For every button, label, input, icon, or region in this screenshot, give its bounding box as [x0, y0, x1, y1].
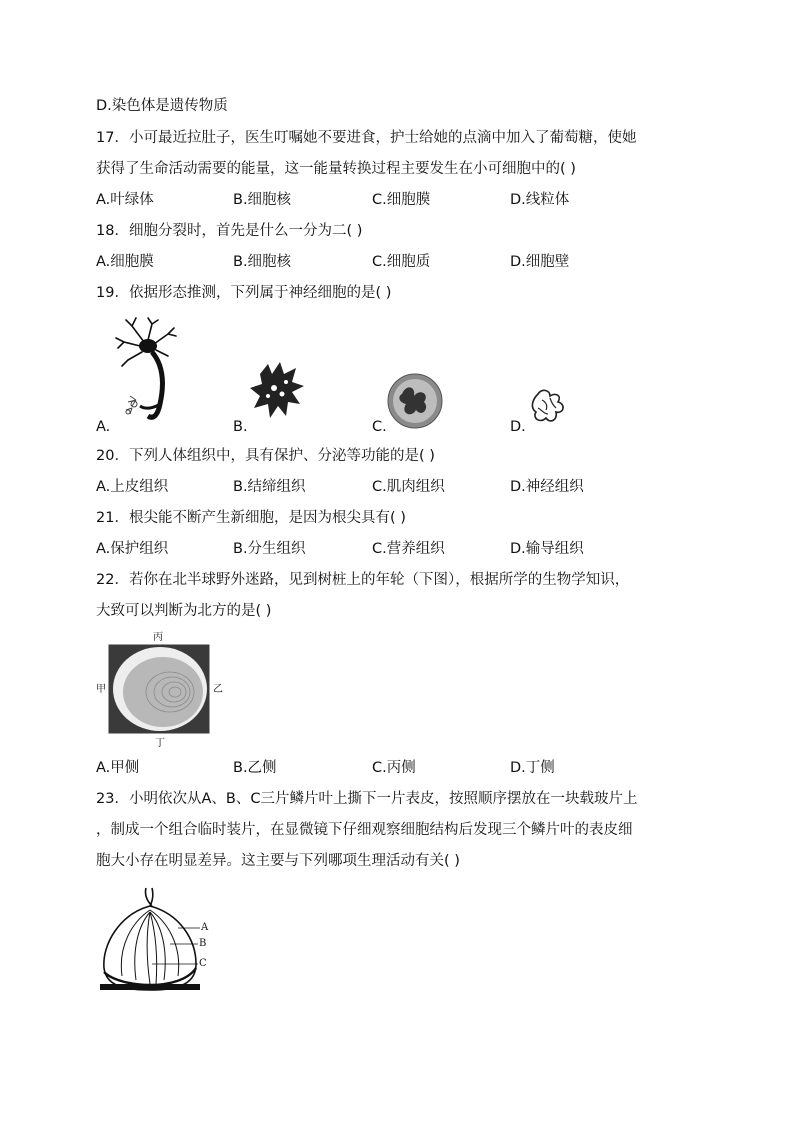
q21-option-b: B.分生组织 — [233, 541, 306, 557]
tree-label-bottom-side: 丁 — [155, 738, 165, 749]
white-blood-cell-image — [386, 372, 444, 430]
q19-option-a: A. — [96, 419, 111, 435]
q22-option-a: A.甲侧 — [96, 760, 140, 776]
q19-stem: 19．依据形态推测，下列属于神经细胞的是( ) — [96, 285, 392, 301]
q20-option-a: A.上皮组织 — [96, 479, 169, 495]
onion-label-c: C — [199, 958, 207, 969]
q19-option-d: D. — [510, 419, 526, 435]
q20-option-c: C.肌肉组织 — [372, 479, 445, 495]
q22-stem-line2: 大致可以判断为北方的是( ) — [96, 603, 272, 619]
q21-option-c: C.营养组织 — [372, 541, 445, 557]
neuron-cell-image — [108, 316, 188, 426]
q20-option-d: D.神经组织 — [510, 479, 584, 495]
onion-label-b: B — [199, 938, 207, 949]
q18-stem: 18．细胞分裂时，首先是什么一分为二( ) — [96, 223, 363, 239]
q23-stem-line2: ，制成一个组合临时装片，在显微镜下仔细观察细胞结构后发现三个鳞片叶的表皮细 — [96, 822, 633, 838]
q19-option-b: B. — [233, 419, 248, 435]
tree-ring-image — [108, 644, 210, 734]
q21-option-a: A.保护组织 — [96, 541, 169, 557]
q17-option-a: A.叶绿体 — [96, 192, 154, 208]
cell-cluster-image — [528, 386, 572, 428]
q17-stem-line1: 17．小可最近拉肚子，医生叮嘱她不要进食，护士给她的点滴中加入了葡萄糖，使她 — [96, 130, 637, 146]
q17-stem-line2: 获得了生命活动需要的能量，这一能量转换过程主要发生在小可细胞中的( ) — [96, 161, 576, 177]
amoeboid-cell-image — [248, 360, 306, 422]
q16-option-d: D.染色体是遗传物质 — [96, 98, 228, 114]
q18-option-a: A.细胞膜 — [96, 254, 154, 270]
q20-option-b: B.结缔组织 — [233, 479, 306, 495]
q22-option-d: D.丁侧 — [510, 760, 555, 776]
tree-label-right-side: 乙 — [213, 684, 223, 695]
q20-stem: 20．下列人体组织中，具有保护、分泌等功能的是( ) — [96, 448, 435, 464]
q23-stem-line1: 23．小明依次从A、B、C三片鳞片叶上撕下一片表皮，按照顺序摆放在一块载玻片上 — [96, 791, 638, 807]
onion-label-a: A — [201, 922, 209, 933]
q18-option-b: B.细胞核 — [233, 254, 292, 270]
q17-option-b: B.细胞核 — [233, 192, 292, 208]
q23-stem-line3: 胞大小存在明显差异。这主要与下列哪项生理活动有关( ) — [96, 853, 460, 869]
tree-label-left-side: 甲 — [96, 684, 106, 695]
q21-stem: 21．根尖能不断产生新细胞，是因为根尖具有( ) — [96, 510, 406, 526]
q22-stem-line1: 22．若你在北半球野外迷路，见到树桩上的年轮（下图），根据所学的生物学知识， — [96, 572, 630, 588]
q19-option-c: C. — [372, 419, 387, 435]
q17-option-c: C.细胞膜 — [372, 192, 431, 208]
tree-label-north-side: 丙 — [153, 632, 163, 643]
q17-option-d: D.线粒体 — [510, 192, 570, 208]
q22-option-c: C.丙侧 — [372, 760, 416, 776]
q18-option-d: D.细胞壁 — [510, 254, 570, 270]
q21-option-d: D.输导组织 — [510, 541, 584, 557]
q22-option-b: B.乙侧 — [233, 760, 277, 776]
q18-option-c: C.细胞质 — [372, 254, 431, 270]
